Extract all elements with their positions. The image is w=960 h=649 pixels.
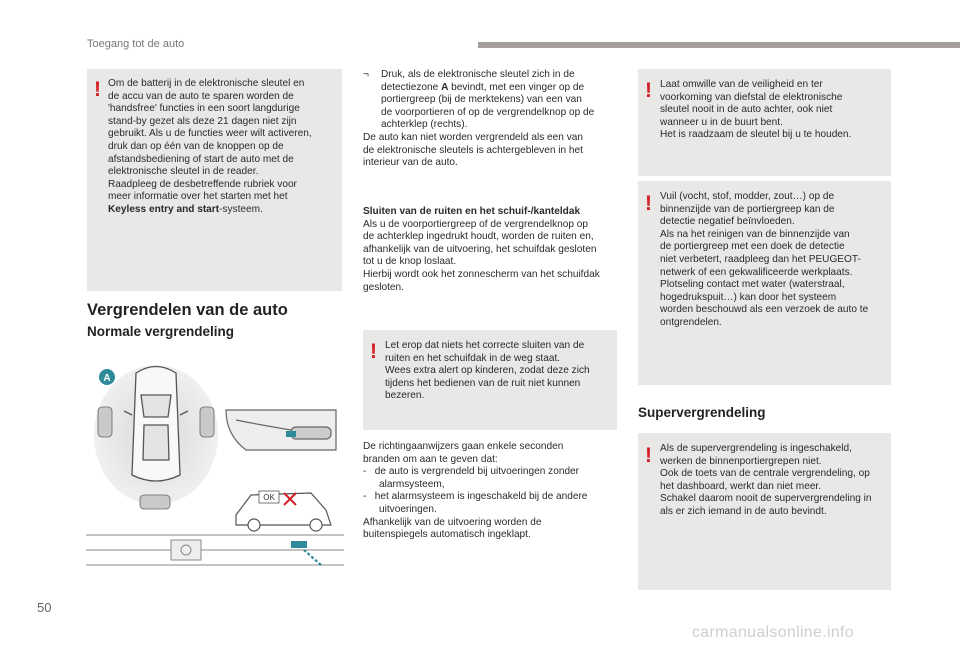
key-warning-text: Laat omwille van de veiligheid en ter voorkoming van diefstal de elektronische sleutel nooit in de auto achter, ook niet wanneer u in de buurt bent. Het is raadzaam de sleutel bij u te houden. [660, 79, 852, 141]
watermark: carmanualsonline.info [692, 624, 854, 641]
car-side-icon [236, 493, 331, 531]
warning-icon: ! [645, 444, 652, 467]
step-instruction: ¬ Druk, als de elektronische sleutel zich in de detectiezone A bevindt, met een vinger op de portiergreep (bij de merktekens) van een van de voorportieren of op de vergrendelknop op de achterklep (rechts). De auto kan niet worden vergrendeld als een van de elektronische sleutels is achtergebleven in het interieur van de auto. [363, 69, 595, 169]
warning-icon: ! [94, 78, 101, 101]
page-number: 50 [37, 600, 52, 615]
door-handle-icon [226, 410, 336, 450]
super-info-text: Als de supervergrendeling is ingeschakeld, werken de binnenportiergrepen niet. Ook de toets van de centrale vergrendeling, op het dashboard, werkt dan niet meer. Schakel daarom nooit de supervergrendeling in als er zich iemand in de auto bevindt. [660, 443, 872, 517]
warning-icon: ! [645, 192, 652, 215]
tailgate-button [291, 541, 307, 548]
step-marker: ¬ [363, 69, 369, 80]
section-title: Toegang tot de auto [87, 38, 185, 50]
header-bar [478, 42, 960, 48]
handle-marker [286, 431, 296, 437]
dirt-warning-text: Vuil (vocht, stof, modder, zout…) op de binnenzijde van de portiergreep kan de detectie negatief beïnvloeden. Als na het reinigen van de binnenzijde van de portiergreep met een doek de detectie niet verbetert, raadpleeg dan het PEUGEOT- netwerk of een gekwalificeerde werkplaats. Plotseling contact met water (waterstraal, hogedrukspuit…) kan door het systeem worden beschouwd als een verzoek de auto te ontgrendelen. [660, 191, 869, 328]
section-heading: Vergrendelen van de auto [87, 301, 288, 319]
arrow-icon [304, 550, 321, 565]
subsection-heading: Normale vergrendeling [87, 324, 235, 339]
ok-label: OK [263, 493, 275, 502]
supervergrendeling-heading: Supervergrendeling [638, 405, 766, 420]
indicators-section: De richtingaanwijzers gaan enkele seconden branden om aan te geven dat: - de auto is vergrendeld bij uitvoeringen zonder alarmsysteem, - het alarmsysteem is ingeschakeld bij de andere uitvoeringen. Afhankelijk van de uitvoering worden de buitenspiegels automatisch ingeklapt. [363, 441, 588, 541]
battery-warning-text: Om de batterij in de elektronische sleutel en de accu van de auto te sparen worden de 'handsfree' functies in een soort langdurige stand-by gezet als deze 21 dagen niet zijn gebruikt. Als u de functies weer wilt activeren, druk dan op één van de knoppen op de afstandsbediening of start de auto met de elektronische sleutel in de reader. Raadpleeg de desbetreffende rubriek voor meer informatie over het starten met het Keyless entry and start-systeem. [108, 78, 312, 215]
warning-icon: ! [645, 79, 652, 102]
windows-warning-text: Let erop dat niets het correcte sluiten van de ruiten en het schuifdak in de weg staat. Wees extra alert op kinderen, zodat deze zich tijdens het bedienen van de ruit niet kunnen bezeren. [385, 340, 590, 402]
locking-illustration [86, 355, 346, 585]
windows-heading: Sluiten van de ruiten en het schuif-/kanteldak [363, 206, 581, 217]
zone-label: A [103, 373, 111, 384]
warning-icon: ! [370, 340, 377, 363]
windows-section: Sluiten van de ruiten en het schuif-/kanteldak Als u de voorportiergreep of de vergrendelknop op de achterklep ingedrukt houdt, worden de ruiten en, afhankelijk van de uitvoering, het schuifdak gesloten tot u de knop loslaat. Hierbij wordt ook het zonnescherm van het schuifdak gesloten. [363, 206, 623, 294]
